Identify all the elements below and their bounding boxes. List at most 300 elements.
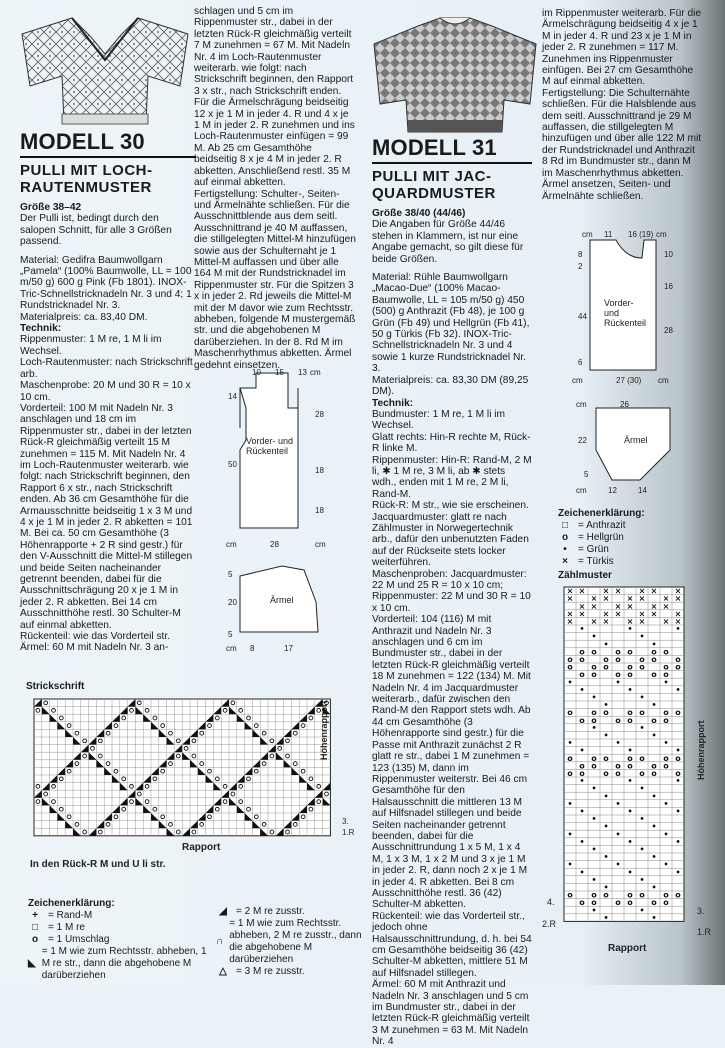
jacquard-chart-stitch: ×	[650, 601, 658, 611]
jacquard-chart-stitch: o	[639, 655, 645, 664]
model-30-front-top-1: 10	[252, 368, 261, 377]
model-30-legend	[28, 898, 208, 982]
model-31-aermel-continued: im Rippenmuster weiterarb. Für die Ärmelschrägung beidseitig 4 x je 1 M in jeder 4. R und 23 x je 1 M in jeder 2. R zunehmen = 117 M. Zunehmen ins Rippenmuster einfügen. Bei 27 cm Gesamthöhe M auf einmal abketten.	[542, 8, 702, 88]
model-31-front-bottom-3: cm	[658, 376, 669, 385]
jacquard-chart-stitch: o	[579, 769, 585, 778]
model-30-legend-text: = 1 M wie zum Rechtsstr. abheben, 2 M re zusstr., dann die abgehobene M darüberziehen	[229, 918, 362, 965]
jacquard-chart-stitch: o	[579, 670, 585, 680]
jacquard-chart-stitch: •	[615, 738, 621, 748]
model-31-legend-item	[558, 532, 688, 544]
jacquard-chart-stitch: •	[639, 723, 645, 733]
jacquard-chart-stitch: ×	[662, 601, 670, 611]
jacquard-chart-stitch: o	[591, 898, 597, 908]
model-30-legend-text: = 1 Umschlag	[48, 934, 110, 945]
jacquard-chart-stitch: o	[603, 662, 609, 672]
model-30-legend-right	[216, 906, 362, 978]
model-31-subtitle-2: QUARDMUSTER	[372, 185, 496, 202]
column-model-31	[372, 136, 532, 1048]
model-31-vorderteil: Vorderteil: 104 (116) M mit Anthrazit und Nadeln Nr. 3 anschlagen und 6 cm im Bundmuster str., dabei in der letzten Rück-R gleichmäßig verteilt 18 M zunehmen = 122 (134) M. Mit Nadeln Nr. 4 im Jacquardmuster weiterarb., dafür zwischen den Rand-M den Rapport stets wdh. Ab 44 cm Gesamthöhe (3 Höhenrapporte sind gestr.) für die Passe mit Anthrazit zunächst 2 R glatt re str., dabei 1 M zunehmen = 123 (135) M, dann im Rippenmuster weiterstr. Bei 46 cm Gesamthöhe für den Halsausschnitt die mittleren 13 M auf Hilfsnadel stillegen und beide Seiten nacheinander getrennt beenden, dabei für die Ausschnittrundung 1 x 5 M, 1 x 4 M, 1 x 3 M, 1 x 2 M und 3 x je 1 M in jeder 2. R, dann noch 2 x je 1 M in jeder 4. R abketten. Bei 8 cm Ausschnitthöhe restl. 36 (42) Schulter-M abketten.	[372, 614, 531, 911]
jacquard-chart-stitch: o	[579, 761, 585, 771]
jacquard-chart-stitch: ×	[590, 594, 598, 604]
model-30-aermel: Ärmel: 60 M mit Nadeln Nr. 3 an-	[20, 642, 169, 654]
jacquard-chart-stitch: o	[639, 753, 645, 763]
model-30-front-label: Vorder- und Rückenteil	[246, 436, 294, 456]
jacquard-chart-stitch: o	[615, 655, 621, 664]
jacquard-chart-stitch: •	[651, 791, 657, 801]
model-31-intro: Die Angaben für Größe 44/46 stehen in Klammern, ist nur eine Angabe gemacht, so gilt diese für beide Größen.	[372, 219, 524, 265]
model-30-legend-symbol: △	[219, 966, 227, 977]
model-30-front-left-1: 50	[228, 460, 237, 469]
jacquard-chart-stitch: ×	[614, 609, 622, 619]
jacquard-chart-stitch: o	[591, 761, 597, 771]
model-30-legend-text: = Rand-M	[48, 910, 93, 921]
jacquard-chart-stitch: ×	[674, 609, 682, 619]
jacquard-chart-stitch: •	[591, 875, 597, 885]
model-30-legend-text: = 1 M wie zum Rechtsstr. abheben, 1 M re str., dann die abgehobene M darüberziehen	[41, 946, 207, 981]
model-30-legend-text: = 3 M re zusstr.	[236, 966, 305, 977]
model-30-legend-left	[28, 910, 208, 982]
jacquard-chart-stitch: •	[615, 860, 621, 870]
model-31-chart-rapport: Rapport	[608, 943, 647, 954]
jacquard-chart-stitch: o	[603, 890, 609, 900]
model-30-chart-row-1: 1.R	[342, 828, 355, 837]
jacquard-chart-stitch: o	[675, 753, 681, 763]
jacquard-chart-stitch: o	[579, 655, 585, 664]
jacquard-chart-stitch: o	[579, 647, 585, 657]
model-31-front-top-1: cm	[582, 230, 593, 239]
jacquard-chart-stitch: o	[615, 761, 621, 771]
jacquard-chart-stitch: •	[603, 731, 609, 740]
jacquard-chart-stitch: ×	[650, 609, 658, 619]
model-30-front-bottom-1: cm	[226, 540, 237, 549]
jacquard-chart-stitch: ×	[602, 617, 610, 626]
jacquard-chart-stitch: o	[603, 708, 609, 718]
model-30-legend-item	[216, 918, 362, 966]
jacquard-chart-stitch: ×	[566, 594, 574, 604]
jacquard-chart-stitch: o	[567, 708, 573, 718]
model-30-sleeve-bottom-1: cm	[226, 644, 237, 653]
jacquard-chart-stitch: o	[651, 670, 657, 680]
jacquard-chart-stitch: ×	[674, 594, 682, 604]
jacquard-chart-stitch: •	[639, 693, 645, 702]
jacquard-chart-stitch: •	[615, 829, 621, 839]
model-31-glatt: Glatt rechts: Hin-R rechte M, Rück-R linke M.	[372, 431, 531, 455]
model-31-subtitle-1: PULLI MIT JAC-	[372, 168, 492, 185]
jacquard-chart-stitch: •	[591, 845, 597, 854]
model-31-legend	[558, 508, 688, 568]
model-30-legend-right-list	[216, 906, 362, 978]
model-31-legend-text: = Türkis	[578, 556, 614, 567]
model-30-maschenprobe: Maschenprobe: 20 M und 30 R = 10 x 10 cm.	[20, 380, 191, 403]
model-31-chart-row-3: 3.	[697, 906, 705, 916]
model-30-technik: Technik:	[20, 323, 62, 335]
jacquard-chart-stitch: o	[591, 647, 597, 657]
model-31-jacquard: Jacquardmuster: glatt re nach Zählmuster in Norwegertechnik arb., dafür den unbenutzten Faden auf der Rückseite stets locker weiterführen.	[372, 511, 529, 569]
jacquard-chart-stitch: o	[651, 761, 657, 771]
model-31-front-bottom-1: cm	[572, 376, 583, 385]
model-30-legend-item	[28, 922, 208, 934]
jacquard-chart-stitch: •	[591, 723, 597, 733]
model-30-sleeve-left-1: 5	[228, 570, 233, 579]
model-31-legend-item	[558, 520, 688, 532]
column-model-31-continued	[542, 8, 702, 202]
model-31-front-right-2: 16	[664, 282, 673, 291]
jacquard-chart-stitch: o	[663, 890, 669, 900]
model-30-front-schema	[226, 368, 348, 550]
jacquard-chart-stitch: ×	[602, 609, 610, 619]
model-30-lace-chart	[26, 695, 340, 839]
jacquard-chart-stitch: •	[603, 913, 609, 923]
jacquard-chart-stitch: •	[651, 822, 657, 832]
model-30-legend-symbol: +	[32, 910, 38, 921]
model-30-aermel-continued: schlagen und 5 cm im Rippenmuster str., dabei in der letzten Rück-R gleichmäßig verteilt 7 M zunehmen = 67 M. Mit Nadeln Nr. 4 im Loch-Rautenmuster weiterarb. wie folgt: nach Strickschrift beginnen, den Rapport 3 x str., nach Strickschrift enden. Für die Ärmelschrägung beidseitig 12 x je 1 M in jeder 4. R und 4 x je 1 M in jeder 2. R zunehmen und ins Loch-Rautenmuster einfügen = 99 M. Ab 25 cm Gesamthöhe beidseitig 8 x je 4 M in jeder 2. R abketten. Anschließend restl. 35 M auf einmal abketten.	[194, 6, 355, 189]
jacquard-chart-stitch: o	[651, 647, 657, 657]
jacquard-chart-stitch: ×	[578, 609, 586, 619]
jacquard-chart-stitch: o	[639, 890, 645, 900]
model-30-intro: Der Pulli ist, bedingt durch den salopen Schnitt, für alle 3 Größen passend.	[20, 213, 172, 248]
model-30-legend-item	[216, 906, 362, 918]
model-31-sleeve-left-2: 5	[584, 470, 589, 479]
jacquard-chart-stitch: o	[663, 753, 669, 763]
model-30-front-top-4: cm	[310, 368, 321, 377]
model-30-legend-symbol: ∩	[216, 936, 224, 947]
model-31-chart-title: Zählmuster	[558, 570, 612, 581]
jacquard-chart-stitch: o	[591, 670, 597, 680]
jacquard-chart-stitch: o	[675, 708, 681, 718]
jacquard-chart-stitch: •	[567, 738, 573, 748]
jacquard-chart-stitch: ×	[578, 586, 586, 596]
jacquard-chart-stitch: o	[663, 708, 669, 718]
jacquard-chart-stitch: ×	[614, 586, 622, 596]
sweater-31-illustration	[370, 8, 540, 136]
jacquard-chart-stitch: •	[603, 822, 609, 832]
jacquard-chart-stitch: o	[579, 898, 585, 908]
model-30-material: Material: Gedifra Baumwollgarn „Pamela“ (100% Baumwolle, LL = 100 m/50 g) 600 g Pink (Fb 1801). INOX-Tric-Schnellstricknadeln Nr. 3 und 4; 1 Rundstricknadel Nr. 3.	[20, 254, 192, 312]
jacquard-chart-stitch: •	[567, 677, 573, 687]
model-30-legend-title: Zeichenerklärung:	[28, 898, 115, 909]
jacquard-chart-stitch: •	[627, 867, 633, 877]
jacquard-chart-stitch: o	[591, 890, 597, 900]
model-31-legend-symbol: •	[563, 544, 567, 555]
model-30-legend-item	[28, 910, 208, 922]
jacquard-chart-stitch: •	[579, 624, 585, 634]
model-31-front-left-1: 8	[578, 250, 583, 259]
jacquard-chart-stitch: •	[663, 799, 669, 809]
model-30-front-right-4: 18	[315, 506, 324, 515]
jacquard-chart-stitch: o	[603, 769, 609, 778]
model-31-legend-item	[558, 556, 688, 568]
jacquard-chart-stitch: •	[627, 807, 633, 816]
model-31-sleeve-schema	[566, 396, 686, 496]
jacquard-chart-stitch: o	[639, 769, 645, 778]
model-30-front-right-2: 28	[315, 410, 324, 419]
model-30-rueckenteil: Rückenteil: wie das Vorderteil str.	[20, 631, 171, 643]
jacquard-chart-stitch: •	[591, 693, 597, 702]
jacquard-chart-stitch: ×	[626, 617, 634, 626]
jacquard-chart-stitch: •	[675, 624, 681, 634]
jacquard-chart-stitch: o	[663, 647, 669, 657]
jacquard-chart-stitch: •	[579, 837, 585, 847]
model-31-legend-text: = Hellgrün	[578, 532, 624, 543]
model-31-sleeve-bottom-2: 12	[608, 486, 617, 495]
jacquard-chart-stitch: o	[627, 662, 633, 672]
jacquard-chart-stitch: o	[675, 662, 681, 672]
jacquard-chart-stitch: •	[603, 791, 609, 801]
model-30-legend-symbol: ◣	[28, 958, 36, 969]
sweater-30-illustration	[20, 14, 190, 132]
model-31-front-left-4: 6	[578, 358, 583, 367]
model-31-legend-symbol: o	[561, 532, 569, 543]
jacquard-chart-stitch: ×	[578, 601, 586, 611]
jacquard-chart-stitch: ×	[674, 586, 682, 596]
jacquard-chart-stitch: o	[651, 655, 657, 664]
model-31-legend-item	[558, 544, 688, 556]
model-31-rueckenteil: Rückenteil: wie das Vorderteil str., jedoch ohne Halsausschnittrundung, d. h. bei 54 cm Gesamthöhe beidseitig 36 (42) Schulter-M abketten, mittlere 51 M auf Hilfsnadel stillegen.	[372, 910, 532, 979]
jacquard-chart-stitch: o	[663, 670, 669, 680]
model-31-front-left-2: 2	[578, 262, 583, 271]
jacquard-chart-stitch: •	[675, 867, 681, 877]
jacquard-chart-stitch: o	[675, 769, 681, 778]
model-31-front-top-2: 11	[604, 230, 613, 239]
jacquard-chart-stitch: o	[591, 753, 597, 763]
jacquard-chart-stitch: o	[663, 715, 669, 725]
jacquard-chart-stitch: o	[663, 761, 669, 771]
jacquard-chart-stitch: •	[627, 624, 633, 634]
jacquard-chart-stitch: o	[567, 662, 573, 672]
model-30-legend-symbol: ◢	[219, 906, 227, 917]
jacquard-chart-stitch: ×	[626, 601, 634, 611]
model-30-front-right-1: 14	[228, 392, 237, 401]
model-30-subtitle-1: PULLI MIT LOCH-	[20, 162, 153, 179]
jacquard-chart-stitch: o	[627, 708, 633, 718]
jacquard-chart-stitch: ×	[638, 586, 646, 596]
jacquard-chart-stitch: o	[627, 647, 633, 657]
jacquard-chart-stitch: o	[627, 715, 633, 725]
jacquard-chart-stitch: •	[615, 677, 621, 687]
model-30-price: Materialpreis: ca. 83,40 DM.	[20, 311, 148, 323]
jacquard-chart-stitch: •	[651, 913, 657, 923]
jacquard-chart-stitch: o	[567, 890, 573, 900]
jacquard-chart-stitch: o	[567, 753, 573, 763]
jacquard-chart-stitch: •	[651, 852, 657, 862]
model-31-title: MODELL 31	[372, 136, 532, 164]
model-31-front-right-1: 10	[664, 250, 673, 259]
model-31-price: Materialpreis: ca. 83,30 DM (89,25 DM).	[372, 374, 529, 398]
model-30-sleeve-left-3: 5	[228, 630, 233, 639]
model-31-chart-row-4: 4.	[547, 897, 555, 907]
model-30-front-top-3: 13	[298, 368, 307, 377]
jacquard-chart-stitch: ×	[638, 617, 646, 626]
model-31-sleeve-label: Ärmel	[624, 435, 648, 445]
model-30-vorderteil: Vorderteil: 100 M mit Nadeln Nr. 3 anschlagen und 18 cm im Rippenmuster str., dabei in der letzten Rück-R gleichmäßig verteilt 15 M zunehmen = 115 M. Mit Nadeln Nr. 4 im Loch-Rautenmuster weiterarb. wie folgt: nach Strickschrift beginnen, den Rapport 6 x str., nach Strickschrift enden. Ab 36 cm Gesamthöhe für die Armausschnitte beidseitig 1 x 3 M und 4 x je 1 M in jeder 2. R abketten = 101 M. Bei ca. 50 cm Gesamthöhe (3 Höhenrapporte + 2 R sind gestr.) für den V-Ausschnitt die Mittel-M stillegen und beide Seiten nacheinander getrennt beenden, dabei für die Ausschnittschrägung 20 x je 1 M in jeder 2. R abketten. Bei 14 cm Ausschnitthöhe restl. 30 Schulter-M auf einmal abketten.	[20, 402, 193, 631]
model-30-legend-item	[216, 966, 362, 978]
jacquard-chart-stitch: •	[603, 883, 609, 892]
jacquard-chart-stitch: •	[603, 852, 609, 862]
jacquard-chart-stitch: o	[651, 898, 657, 908]
jacquard-chart-stitch: ×	[662, 594, 670, 604]
jacquard-chart-stitch: o	[567, 655, 573, 664]
jacquard-chart-stitch: •	[651, 639, 657, 649]
jacquard-chart-stitch: ×	[626, 594, 634, 604]
jacquard-chart-stitch: •	[591, 784, 597, 794]
model-30-legend-item	[28, 946, 208, 982]
model-31-rueck-r: Rück-R: M str., wie sie erscheinen.	[372, 500, 529, 512]
jacquard-chart-stitch: ×	[590, 601, 598, 611]
jacquard-chart-stitch: •	[591, 632, 597, 642]
model-30-chart-rapport: Rapport	[182, 842, 221, 853]
model-31-front-label: Vorder- und Rückenteil	[604, 298, 647, 328]
model-31-sleeve-top-1: cm	[576, 400, 587, 409]
jacquard-chart-stitch: o	[591, 715, 597, 725]
jacquard-chart-stitch: o	[675, 655, 681, 664]
model-31-legend-text: = Grün	[578, 544, 609, 555]
jacquard-chart-stitch: •	[567, 829, 573, 839]
jacquard-chart-stitch: •	[663, 738, 669, 748]
model-30-legend-symbol: □	[31, 922, 39, 933]
model-31-legend-symbol: □	[561, 520, 569, 531]
model-31-chart-side: Höhenrapport	[696, 720, 706, 780]
jacquard-chart-stitch: o	[627, 753, 633, 763]
model-31-front-top-3: 16 (19)	[628, 230, 654, 239]
model-30-sleeve-bottom-3: 17	[284, 644, 293, 653]
jacquard-chart-stitch: o	[639, 708, 645, 718]
jacquard-chart-stitch: o	[675, 890, 681, 900]
jacquard-chart-stitch: o	[627, 898, 633, 908]
model-30-front-right-3: 18	[315, 466, 324, 475]
model-30-sleeve-label: Ärmel	[270, 595, 294, 605]
jacquard-chart-stitch: o	[615, 670, 621, 680]
jacquard-chart-stitch: •	[663, 677, 669, 687]
jacquard-chart-stitch: ×	[662, 617, 670, 626]
model-31-proben: Maschenproben: Jacquardmuster: 22 M und 25 R = 10 x 10 cm; Rippenmuster: 22 M und 30 R = 10 x 10 cm.	[372, 568, 531, 614]
jacquard-chart-stitch: •	[603, 700, 609, 710]
jacquard-chart-stitch: •	[579, 867, 585, 877]
jacquard-chart-stitch: •	[675, 807, 681, 816]
jacquard-chart-stitch: ×	[566, 617, 574, 626]
jacquard-chart-stitch: •	[639, 784, 645, 794]
jacquard-chart-stitch: •	[639, 875, 645, 885]
model-31-sleeve-bottom-3: 14	[638, 486, 647, 495]
jacquard-chart-stitch: ×	[638, 594, 646, 604]
model-31-front-bottom-2: 27 (30)	[616, 376, 642, 385]
model-30-title: MODELL 30	[20, 130, 196, 158]
jacquard-chart-stitch: •	[675, 837, 681, 847]
model-31-front-left-3: 44	[578, 312, 587, 321]
jacquard-chart-stitch: o	[591, 662, 597, 672]
jacquard-chart-stitch: o	[639, 662, 645, 672]
model-30-legend-text: = 2 M re zusstr.	[236, 906, 305, 917]
model-30-loch: Loch-Rautenmuster: nach Strickschrift arb.	[20, 357, 193, 380]
jacquard-chart-stitch: •	[627, 685, 633, 695]
model-30-chart-row-3: 3.	[342, 817, 349, 826]
jacquard-chart-stitch: o	[603, 655, 609, 664]
jacquard-chart-stitch: •	[579, 746, 585, 756]
jacquard-chart-stitch: ×	[614, 601, 622, 611]
model-31-fertigstellung: Fertigstellung: Die Schulternähte schließen. Für die Halsblende aus dem seitl. Ausschnittrand je 29 M auffassen, die stillgelegten M hinzufügen und über alle 122 M mit der Rundstricknadel und Anthrazit 8 Rd im Bundmuster str., dann M im Maschenrhythmus abketten. Ärmel ansetzen, Seiten- und Ärmelnähte schließen.	[542, 87, 702, 202]
jacquard-chart-stitch: •	[651, 883, 657, 892]
model-31-front-top-4: cm	[656, 230, 667, 239]
model-31-front-right-3: 28	[664, 326, 673, 335]
jacquard-chart-stitch: o	[615, 647, 621, 657]
model-31-size: Größe 38/40 (44/46)	[372, 208, 466, 219]
jacquard-chart-stitch: •	[639, 845, 645, 854]
jacquard-chart-stitch: o	[615, 769, 621, 778]
jacquard-chart-stitch: •	[579, 776, 585, 786]
jacquard-chart-stitch: •	[639, 632, 645, 642]
model-31-legend-symbol: ×	[562, 556, 568, 567]
model-30-subtitle-2: RAUTENMUSTER	[20, 179, 152, 196]
jacquard-chart-stitch: •	[627, 837, 633, 847]
jacquard-chart-stitch: o	[627, 670, 633, 680]
jacquard-chart-stitch: •	[639, 905, 645, 915]
jacquard-chart-stitch: ×	[674, 617, 682, 626]
jacquard-chart-stitch: •	[663, 829, 669, 839]
jacquard-chart-stitch: •	[651, 731, 657, 740]
model-30-front-top-2: 15	[275, 368, 284, 377]
jacquard-chart-stitch: ×	[602, 594, 610, 604]
jacquard-chart-stitch: •	[675, 746, 681, 756]
jacquard-chart-stitch: o	[579, 715, 585, 725]
jacquard-chart-stitch: ×	[566, 609, 574, 619]
jacquard-chart-stitch: o	[615, 898, 621, 908]
model-31-technik: Technik:	[372, 397, 414, 409]
jacquard-chart-stitch: •	[579, 807, 585, 816]
jacquard-chart-stitch: •	[579, 685, 585, 695]
jacquard-chart-stitch: ×	[650, 586, 658, 596]
model-30-chart-note: In den Rück-R M und U li str.	[30, 859, 166, 870]
model-30-sleeve-schema	[226, 562, 346, 652]
model-31-sleeve-bottom-1: cm	[576, 486, 587, 495]
jacquard-chart-stitch: •	[567, 799, 573, 809]
jacquard-chart-stitch: •	[675, 776, 681, 786]
jacquard-chart-stitch: o	[615, 715, 621, 725]
jacquard-chart-stitch: •	[567, 860, 573, 870]
model-30-fertigstellung: Fertigstellung: Schulter-, Seiten- und Ärmelnähte schließen. Für die Ausschnittblende aus dem seitl. Ausschnittrand je 40 M auffassen, die stillgelegten Mittel-M hinzufügen sowie aus der Schulternaht je 1 Mittel-M auffassen und über alle 164 M mit der Rundstricknadel im Rippenmuster str. Für die Spitzen 3 x in jeder 2. Rd jeweils die Mittel-M mit der M davor wie zum Rechtsstr. abheben, folgende M mustergemäß str. und die abgehobenen M darüberziehen. In der 8. Rd M im Maschenrhythmus abketten. Ärmel gedehnt einsetzen.	[194, 188, 356, 371]
model-30-chart-title: Strickschrift	[26, 681, 85, 692]
model-31-legend-title: Zeichenerklärung:	[558, 508, 645, 519]
jacquard-chart-stitch: ×	[590, 617, 598, 626]
jacquard-chart-stitch: •	[591, 814, 597, 824]
jacquard-chart-stitch: ×	[566, 586, 574, 596]
jacquard-chart-stitch: •	[675, 685, 681, 695]
model-30-size: Größe 38–42	[20, 202, 82, 213]
model-31-legend-list	[558, 520, 688, 568]
model-30-front-bottom-2: 28	[270, 540, 279, 549]
model-31-legend-text: = Anthrazit	[578, 520, 626, 531]
jacquard-chart-stitch: •	[591, 905, 597, 915]
model-30-sleeve-bottom-2: 8	[250, 644, 255, 653]
jacquard-chart-stitch: •	[627, 746, 633, 756]
jacquard-chart-stitch: o	[651, 769, 657, 778]
model-30-sleeve-left-2: 20	[228, 598, 237, 607]
column-model-30	[20, 130, 196, 654]
model-31-chart-row-1: 1.R	[697, 927, 712, 937]
model-30-legend-item	[28, 934, 208, 946]
model-31-rippen: Rippenmuster: Hin-R: Rand-M, 2 M li, ✱ 1 M re, 3 M li, ab ✱ stets wdh., enden mit 1 M re, 2 M li, Rand-M.	[372, 454, 532, 500]
model-31-sleeve-left-1: 22	[578, 436, 587, 445]
jacquard-chart-stitch: •	[603, 639, 609, 649]
model-31-chart-row-2: 2.R	[542, 919, 557, 929]
jacquard-chart-stitch: •	[639, 814, 645, 824]
jacquard-chart-stitch: ×	[602, 586, 610, 596]
model-31-jacquard-chart	[560, 585, 692, 937]
jacquard-chart-stitch: o	[591, 708, 597, 718]
jacquard-chart-stitch: o	[663, 662, 669, 672]
model-30-rippen: Rippenmuster: 1 M re, 1 M li im Wechsel.	[20, 334, 162, 357]
jacquard-chart-stitch: o	[627, 890, 633, 900]
column-model-30-continued	[194, 6, 356, 371]
jacquard-chart-stitch: o	[651, 715, 657, 725]
